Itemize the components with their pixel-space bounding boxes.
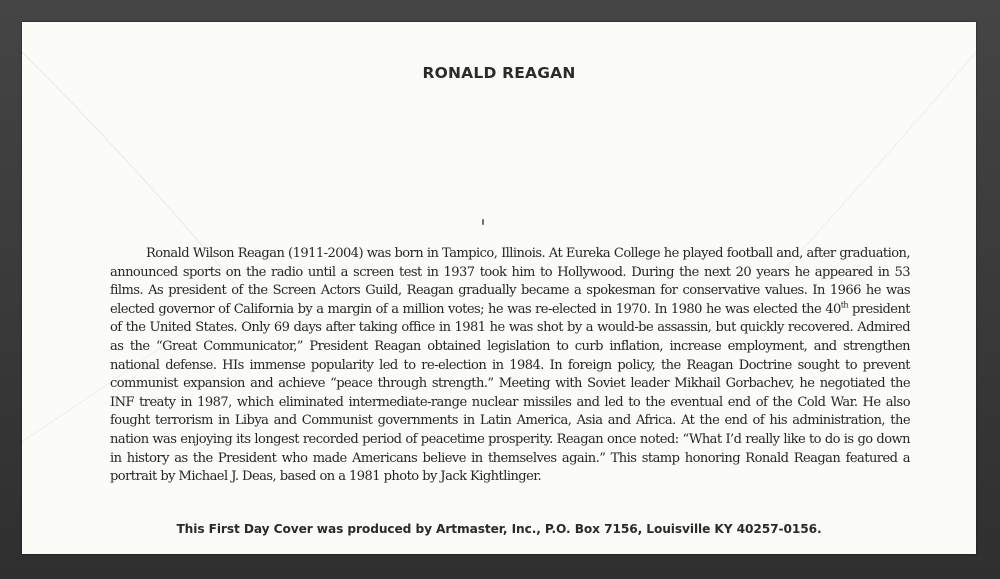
ordinal-suffix: th	[840, 300, 849, 310]
biography-text-part2: president of the United States. Only 69 days after taking office in 1981 he was shot by a would-be assassin, but quickly recovered. Admired as the “Great Communicator,” President Reagan obtained legislation to curb inflation, increase employment, and strengthen national defense. HIs immense popularity led to re-election in 1984. In foreign policy, the Reagan Doctrine sought to prevent communist expansion and achieve “peace through strength.” Meeting with Soviet leader Mikhail Gorbachev, he negotiated the INF treaty in 1987, which eliminated intermediate-range nuclear missiles and led to the eventual end of the Cold War. He also fought terrorism in Libya and Communist governments in Latin America, Asia and Africa. At the end of his administration, the nation was enjoying its longest recorded period of peacetime prosperity. Reagan once noted: “What I’d really like to do is go down in history as the President who made Americans believe in themselves again.” This stamp honoring Ronald Reagan featured a portrait by Michael J. Deas, based on a 1981 photo by Jack Kightlinger.	[110, 301, 911, 485]
envelope-back	[22, 22, 976, 554]
producer-credit: This First Day Cover was produced by Artmaster, Inc., P.O. Box 7156, Louisville KY 40257-0156.	[176, 522, 822, 536]
biography-paragraph	[110, 245, 910, 487]
paper-mark	[482, 219, 484, 225]
cover-title: RONALD REAGAN	[422, 64, 576, 82]
biography-text-part1: Ronald Wilson Reagan (1911-2004) was born in Tampico, Illinois. At Eureka College he played football and, after graduation, announced sports on the radio until a screen test in 1937 took him to Hollywood. During the next 20 years he appeared in 53 films. As president of the Screen Actors Guild, Reagan gradually became a spokesman for conservative values. In 1966 he was elected governor of California by a margin of a million votes; he was re-elected in 1970. In 1980 he was elected the 40	[110, 246, 910, 317]
